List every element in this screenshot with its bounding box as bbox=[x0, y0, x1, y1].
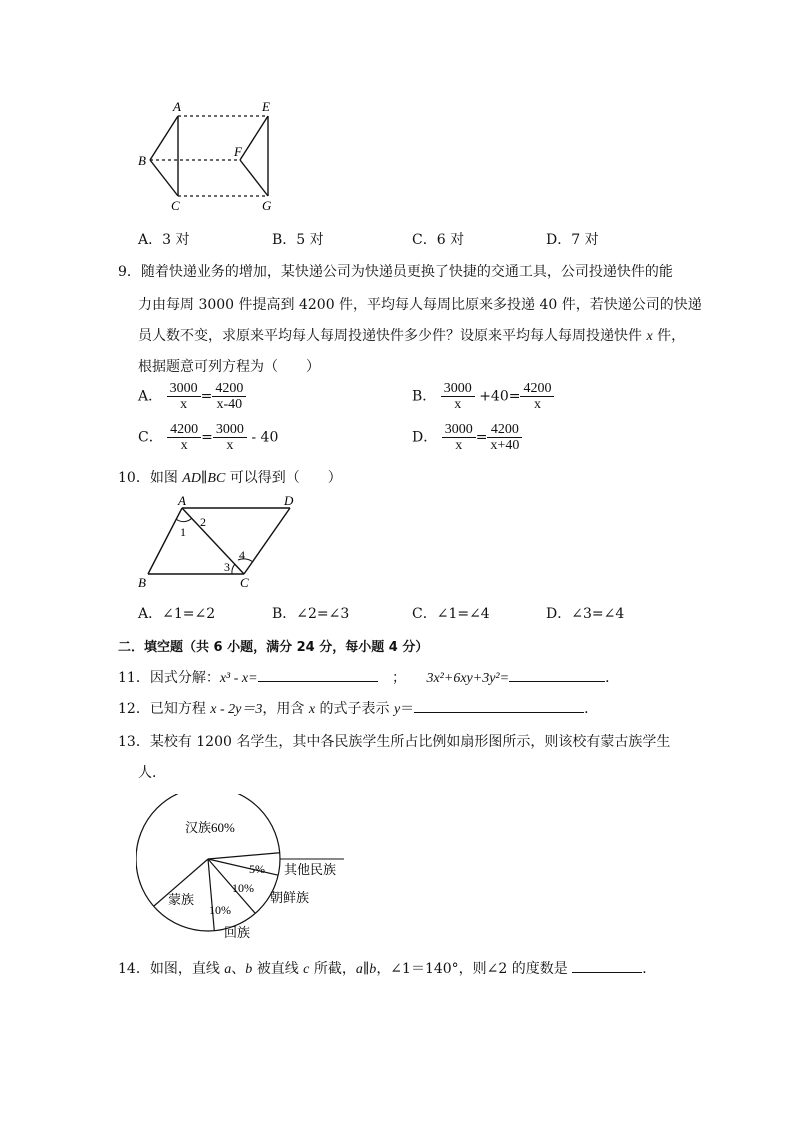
q9-text-3b: 件， bbox=[657, 328, 686, 344]
option-letter: A． bbox=[138, 388, 163, 405]
q11-expr-2: 3x²+6xy+3y²= bbox=[426, 671, 510, 686]
slice-label-korean: 10% bbox=[232, 881, 254, 895]
q14-parallel: a∥b bbox=[355, 962, 377, 977]
q11-expr-1: x³ - x= bbox=[219, 671, 258, 686]
q11-end: ． bbox=[605, 670, 620, 686]
q14-answer-blank[interactable] bbox=[572, 958, 642, 973]
q12-var-x: x bbox=[308, 702, 316, 717]
denominator: x+40 bbox=[490, 438, 520, 453]
denominator: x bbox=[455, 438, 463, 453]
numerator: 3000 bbox=[213, 422, 247, 438]
q13-line-2: 人． bbox=[138, 765, 166, 781]
ethnic-pie-chart bbox=[136, 794, 348, 944]
slice-label-han: 汉族60% bbox=[185, 820, 235, 835]
fig8-prism-figure bbox=[130, 96, 290, 218]
q10-post: 可以得到（ ） bbox=[225, 470, 342, 486]
q12-pre: 12．已知方程 bbox=[118, 701, 211, 717]
q9-line-3 bbox=[138, 325, 685, 345]
numerator: 4200 bbox=[487, 422, 522, 438]
numerator: 4200 bbox=[212, 381, 246, 397]
fraction bbox=[213, 422, 247, 453]
q8-option-b[interactable]: B．5 对 bbox=[272, 232, 324, 248]
q11-line bbox=[118, 667, 619, 687]
q9-text-1: 随着快递业务的增加，某快递公司为快递员更换了快捷的交通工具，公司投递快件的能 bbox=[140, 264, 673, 280]
equals-sign: = bbox=[201, 429, 213, 446]
q12-mid: ，用含 bbox=[262, 701, 309, 717]
fraction bbox=[441, 381, 475, 412]
q12-mid-2: 的式子表示 bbox=[315, 701, 394, 717]
denominator: x bbox=[226, 438, 234, 453]
vertex-C: C bbox=[240, 575, 249, 590]
q14-condition: ，∠1＝140°，则∠2 的度数是 bbox=[376, 961, 573, 977]
option-letter: D． bbox=[412, 429, 438, 446]
q9-option-c[interactable] bbox=[138, 422, 278, 453]
angle-1-label: 1 bbox=[180, 525, 186, 539]
plus-term: +40= bbox=[479, 388, 521, 405]
q10-option-b[interactable]: B．∠2=∠3 bbox=[272, 606, 350, 622]
q14-sep: 、 bbox=[231, 961, 246, 977]
q14-pre: 14．如图，直线 bbox=[118, 961, 225, 977]
minus-term: - 40 bbox=[246, 429, 279, 446]
denominator: x bbox=[180, 438, 188, 453]
q11-pre: 11．因式分解： bbox=[118, 670, 220, 686]
numerator: 3000 bbox=[167, 381, 201, 397]
angle-2-label: 2 bbox=[200, 515, 206, 529]
q8-option-c[interactable]: C．6 对 bbox=[412, 232, 465, 248]
fraction bbox=[212, 381, 246, 412]
vertex-B: B bbox=[138, 575, 146, 590]
denominator: x bbox=[533, 397, 541, 412]
q10-option-d[interactable]: D．∠3=∠4 bbox=[546, 606, 625, 622]
vertex-D: D bbox=[284, 494, 294, 508]
q9-var-x: x bbox=[646, 329, 653, 344]
slice-label-hui: 10% bbox=[209, 903, 231, 917]
q11-separator: ； bbox=[392, 670, 407, 686]
q12-equation: x - 2y＝3 bbox=[210, 702, 263, 717]
option-letter: C． bbox=[138, 429, 163, 446]
option-letter: B． bbox=[412, 388, 437, 405]
q9-option-b[interactable] bbox=[412, 381, 554, 412]
q12-end: ． bbox=[584, 701, 599, 717]
vertex-C: C bbox=[171, 198, 180, 213]
q9-text-2: 力由每周 3000 件提高到 4200 件，平均每人每周比原来多投递 40 件，若快递公司的快递 bbox=[138, 297, 702, 313]
q14-mid-2: 所截， bbox=[309, 961, 356, 977]
q14-var-c: c bbox=[303, 962, 310, 977]
outside-label-korean: 朝鲜族 bbox=[270, 890, 310, 905]
q14-line bbox=[118, 958, 656, 978]
denominator: x bbox=[180, 397, 188, 412]
q11-answer-blank-1[interactable] bbox=[258, 667, 378, 682]
equals-sign: = bbox=[475, 429, 488, 446]
q9-text-3a: 员人数不变，求原来平均每人每周投递快件多少件？设原来平均每人每周投递快件 bbox=[138, 328, 642, 344]
vertex-G: G bbox=[262, 198, 272, 213]
numerator: 3000 bbox=[441, 381, 475, 397]
vertex-B: B bbox=[138, 153, 146, 168]
q10-option-c[interactable]: C．∠1=∠4 bbox=[412, 606, 490, 622]
fraction bbox=[442, 422, 476, 453]
q10-option-a[interactable]: A．∠1=∠2 bbox=[138, 606, 216, 622]
q10-stem bbox=[118, 467, 342, 487]
fraction bbox=[167, 381, 201, 412]
denominator: x-40 bbox=[216, 397, 243, 412]
q12-line bbox=[118, 698, 598, 718]
fraction bbox=[520, 381, 554, 412]
angle-3-label: 3 bbox=[224, 560, 230, 574]
q9-text-4: 根据题意可列方程为（ ） bbox=[138, 359, 320, 375]
vertex-A: A bbox=[178, 494, 186, 508]
vertex-E: E bbox=[262, 99, 270, 114]
q10-pre: 10．如图 bbox=[118, 470, 183, 486]
denominator: x bbox=[454, 397, 462, 412]
fraction bbox=[487, 422, 522, 453]
q10-condition: AD∥BC bbox=[182, 471, 226, 486]
fraction bbox=[167, 422, 201, 453]
pie-slice-boundary bbox=[208, 859, 214, 931]
angle-4-label: 4 bbox=[239, 548, 245, 562]
q8-option-a[interactable]: A．3 对 bbox=[138, 232, 190, 248]
pie-slice-boundary bbox=[208, 853, 280, 859]
numerator: 4200 bbox=[167, 422, 201, 438]
q13-line-1: 13．某校有 1200 名学生，其中各民族学生所占比例如扇形图所示，则该校有蒙古族学生 bbox=[118, 734, 671, 750]
q11-answer-blank-2[interactable] bbox=[509, 667, 605, 682]
q12-var-y: y bbox=[393, 702, 401, 717]
q12-equals: ＝ bbox=[400, 701, 415, 717]
q9-option-a[interactable] bbox=[138, 381, 246, 412]
numerator: 3000 bbox=[442, 422, 476, 438]
q9-number: 9． bbox=[118, 264, 141, 280]
outside-label-other: 其他民族 bbox=[284, 862, 337, 877]
slice-name-mongol: 蒙族 bbox=[168, 892, 195, 907]
q14-var-b: b bbox=[245, 962, 253, 977]
vertex-A: A bbox=[173, 99, 181, 114]
q12-answer-blank[interactable] bbox=[414, 698, 584, 713]
q9-line-1 bbox=[118, 261, 673, 281]
q9-option-d[interactable] bbox=[412, 422, 522, 453]
pie-slice-boundary bbox=[208, 859, 278, 875]
q14-end: ． bbox=[642, 961, 657, 977]
slice-label-other: 5% bbox=[249, 862, 265, 876]
numerator: 4200 bbox=[520, 381, 554, 397]
q14-var-a: a bbox=[224, 962, 232, 977]
section-2-title: 二．填空题（共 6 小题，满分 24 分，每小题 4 分） bbox=[118, 640, 429, 655]
outside-label-hui: 回族 bbox=[224, 925, 251, 940]
vertex-F: F bbox=[234, 144, 242, 159]
equals-sign: = bbox=[200, 388, 213, 405]
fig10-parallelogram-figure bbox=[132, 494, 302, 590]
q8-option-d[interactable]: D．7 对 bbox=[546, 232, 599, 248]
q14-mid: 被直线 bbox=[252, 961, 304, 977]
